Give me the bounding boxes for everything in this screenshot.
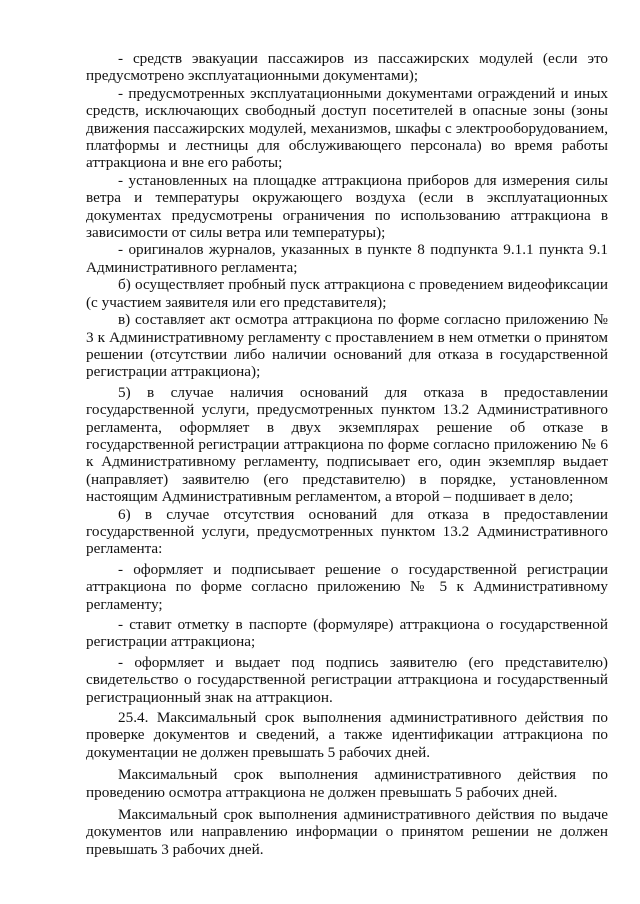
paragraph-fencing: - предусмотренных эксплуатационными документами ограждений и иных средств, исключающих свободный доступ посетителей в опасные зоны (зоны движения пассажирских модулей, механизмов, шкафы с электрооборудованием, платформы и лестницы для обслуживающего персонала) во время работы аттракциона и вне его работы; (86, 84, 608, 172)
paragraph-inspection-act: в) составляет акт осмотра аттракциона по форме согласно приложению № 3 к Административному регламенту с проставлением в нем отметки о принятом решении (отсутствии либо наличии оснований для отказа в государственной регистрации аттракциона); (86, 311, 608, 381)
paragraph-evacuation-means: - средств эвакуации пассажиров из пассажирских модулей (если это предусмотрено эксплуатационными документами); (86, 50, 608, 85)
paragraph-max-term-document-check: 25.4. Максимальный срок выполнения административного действия по проверке документов и сведений, а также идентификации аттракциона по документации не должен превышать 5 рабочих дней. (86, 709, 608, 761)
paragraph-wind-temperature-devices: - установленных на площадке аттракциона приборов для измерения силы ветра и температуры окружающего воздуха (если в эксплуатационных документах предусмотрены ограничения по использованию аттракциона в зависимости от силы ветра или температуры); (86, 171, 608, 242)
paragraph-refusal-decision: 5) в случае наличия оснований для отказа в предоставлении государственной услуги, предусмотренных пунктом 13.2 Административного регламента, оформляет в двух экземплярах решение об отказе в государственной регистрации аттракциона по форме согласно приложению № 6 к Административному регламенту, подписывает его, один экземпляр выдает (направляет) заявителю (его представителю) в порядке, установленном настоящим Административным регламентом, а второй – подшивает в дело; (86, 383, 608, 506)
paragraph-test-run: б) осуществляет пробный пуск аттракциона с проведением видеофиксации (с участием заявителя или его представителя); (86, 276, 608, 311)
paragraph-passport-mark: - ставит отметку в паспорте (формуляре) аттракциона о государственной регистрации аттракциона; (86, 616, 608, 651)
paragraph-no-refusal-grounds: 6) в случае отсутствия оснований для отказа в предоставлении государственной услуги, предусмотренных пунктом 13.2 Административного регламента: (86, 505, 608, 558)
paragraph-max-term-inspection: Максимальный срок выполнения административного действия по проведению осмотра аттракциона не должен превышать 5 рабочих дней. (86, 766, 608, 801)
paragraph-max-term-issue: Максимальный срок выполнения административного действия по выдаче документов или направлению информации о принятом решении не должен превышать 3 рабочих дней. (86, 806, 608, 858)
paragraph-original-journals: - оригиналов журналов, указанных в пункте 8 подпункта 9.1.1 пункта 9.1 Административного регламента; (86, 241, 608, 276)
paragraph-registration-decision: - оформляет и подписывает решение о государственной регистрации аттракциона по форме согласно приложению № 5 к Административному регламенту; (86, 560, 608, 613)
paragraph-certificate-issue: - оформляет и выдает под подпись заявителю (его представителю) свидетельство о государственной регистрации аттракциона и государственный регистрационный знак на аттракцион. (86, 653, 608, 706)
